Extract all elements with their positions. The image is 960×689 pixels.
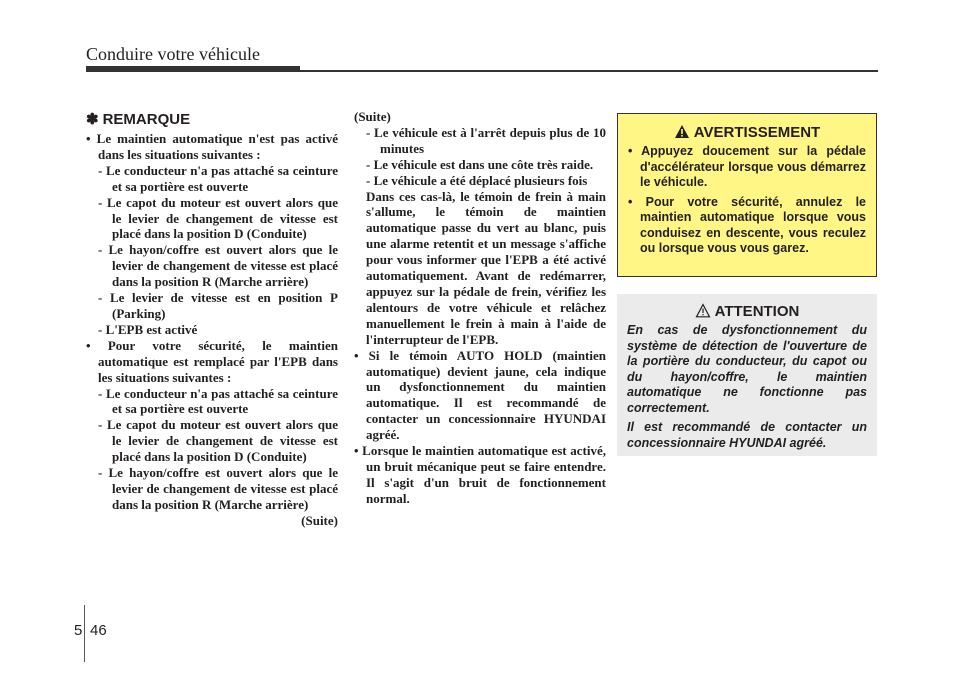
remark-heading-text: REMARQUE xyxy=(102,111,191,128)
header-thick-rule xyxy=(86,66,300,72)
attention-paragraph: Il est recommandé de contacter un concessionnaire HYUNDAI agréé. xyxy=(627,420,867,450)
continued-label: (Suite) xyxy=(354,109,391,124)
sub-item: - Le hayon/coffre est ouvert alors que le levier de changement de vitesse est placé dans la position R (Marche arrière) xyxy=(98,242,338,290)
asterisk-icon: ✽ xyxy=(86,111,99,128)
body-paragraph: Dans ces cas-là, le témoin de frein à main s'allume, le témoin de maintien automatique passe du vert au blanc, puis une alarme retentit et un message s'affiche pour vous informer que l'EPB a été activé automatiquement. Avant de redémarrer, appuyez sur la pédale de frein, vérifiez les alentours de votre véhicule et relâchez manuellement le frein à main à l'aide de l'interrupteur de l'EPB. xyxy=(366,188,606,347)
sub-item: - Le hayon/coffre est ouvert alors que le levier de changement de vitesse est placé dans la position R (Marche arrière) xyxy=(98,465,338,512)
warning-title xyxy=(628,124,866,142)
warning-box xyxy=(617,113,877,277)
section-number: 5 xyxy=(74,622,83,639)
warning-triangle-icon xyxy=(674,124,690,139)
attention-box xyxy=(617,294,877,456)
caution-triangle-icon xyxy=(695,303,711,318)
sub-item: - Le conducteur n'a pas attaché sa ceinture et sa portière est ouverte xyxy=(98,162,338,194)
warning-title-text: AVERTISSEMENT xyxy=(693,124,821,141)
sub-item: - L'EPB est activé xyxy=(98,321,198,337)
attention-title xyxy=(627,303,867,321)
left-column xyxy=(86,109,338,529)
sub-item: - Le levier de vitesse est en position P (Parking) xyxy=(98,290,338,321)
bullet-paragraph: • Si le témoin AUTO HOLD (maintien automatique) devient jaune, cela indique un dysfonctionnement du maintien automatique. Il est recommandé de contacter un concessionnaire HYUNDAI agréé. xyxy=(354,347,606,443)
page-header-title: Conduire votre véhicule xyxy=(86,44,260,64)
continued-label: (Suite) xyxy=(301,512,338,528)
warning-item: • Appuyez doucement sur la pédale d'accélérateur lorsque vous démarrez le véhicule. xyxy=(628,144,866,189)
bullet-intro: • Le maintien automatique n'est pas activé dans les situations suivantes : xyxy=(86,131,338,162)
sub-item: - Le véhicule est à l'arrêt depuis plus de 10 minutes xyxy=(366,124,606,156)
footer-divider xyxy=(84,605,85,662)
remark-heading xyxy=(86,111,338,129)
attention-paragraph: En cas de dysfonctionnement du système de détection de l'ouverture de la portière du conducteur, du capot ou du hayon/coffre, le maintien automatique ne fonctionne pas correctement. xyxy=(627,323,867,415)
sub-item: - Le conducteur n'a pas attaché sa ceinture et sa portière est ouverte xyxy=(98,385,338,417)
warning-item: • Pour votre sécurité, annulez le maintien automatique lorsque vous conduisez en descente, vous reculez ou lorsque vous vous garez. xyxy=(628,194,866,255)
middle-column xyxy=(354,109,606,507)
header-thin-rule xyxy=(300,70,878,72)
attention-title-text: ATTENTION xyxy=(714,303,800,320)
sub-item: - Le capot du moteur est ouvert alors que le levier de changement de vitesse est placé dans la position D (Conduite) xyxy=(98,417,338,465)
sub-item: - Le véhicule a été déplacé plusieurs fois xyxy=(366,172,588,188)
sub-item: - Le véhicule est dans une côte très raide. xyxy=(366,156,594,172)
bullet-intro: • Pour votre sécurité, le maintien automatique est remplacé par l'EPB dans les situations suivantes : xyxy=(86,337,338,385)
page-number: 46 xyxy=(90,622,107,639)
bullet-paragraph: • Lorsque le maintien automatique est activé, un bruit mécanique peut se faire entendre. Il s'agit d'un bruit de fonctionnement normal. xyxy=(354,443,606,506)
sub-item: - Le capot du moteur est ouvert alors que le levier de changement de vitesse est placé dans la position D (Conduite) xyxy=(98,194,338,242)
